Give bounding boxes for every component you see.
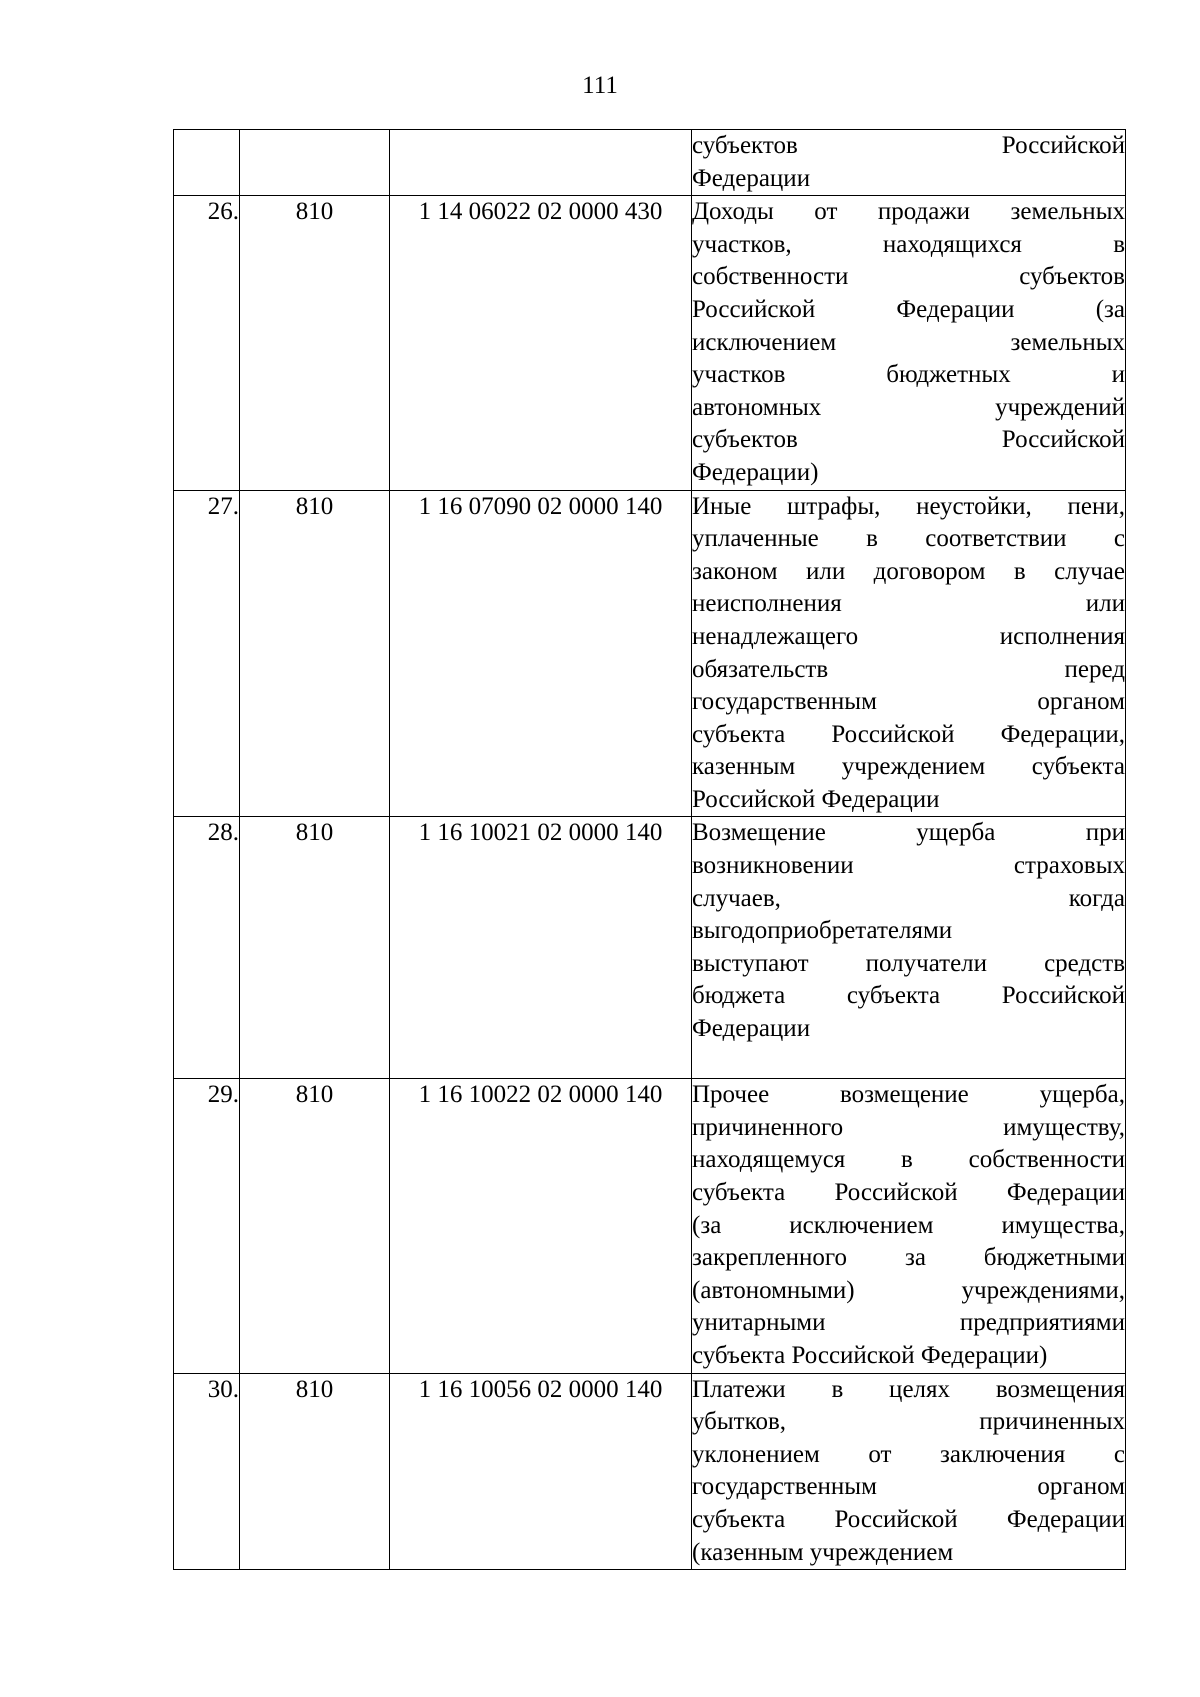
description-line: Платежи в целях возмещения <box>692 1375 1125 1403</box>
description-line: возникновении страховых <box>692 852 1125 880</box>
description-line: находящемуся в собственности <box>692 1146 1125 1174</box>
description-line: Доходы от продажи земельных <box>692 198 1125 226</box>
description-line: субъекта Российской Федерации <box>692 1505 1125 1533</box>
table-row <box>174 817 1126 1079</box>
description-line: автономных учреждений <box>692 393 1125 421</box>
description-line: неисполнения или <box>692 590 1125 618</box>
description-line: выгодоприобретателями <box>692 917 953 945</box>
description-cell <box>692 817 1126 1079</box>
description-line: закрепленного за бюджетными <box>692 1244 1125 1272</box>
description-line: Иные штрафы, неустойки, пени, <box>692 492 1125 520</box>
description-line: унитарными предприятиями <box>692 1309 1125 1337</box>
table-row <box>174 196 1126 490</box>
table-row <box>174 1373 1126 1570</box>
blank-line <box>692 1046 1125 1079</box>
description-line: Возмещение ущерба при <box>692 819 1125 847</box>
description-line: Федерации <box>692 1015 811 1043</box>
description-cell <box>692 130 1126 196</box>
description-line: Федерации) <box>692 458 819 486</box>
row-number-cell: 29. <box>174 1079 240 1373</box>
description-line: уплаченные в соответствии с <box>692 525 1125 553</box>
budget-code-cell: 1 16 10022 02 0000 140 <box>390 1079 692 1373</box>
description-line: субъектов Российской <box>692 132 1125 159</box>
description-line: ненадлежащего исполнения <box>692 622 1125 650</box>
admin-code-cell: 810 <box>240 817 390 1079</box>
description-line: обязательств перед <box>692 655 1125 683</box>
description-line: государственным органом <box>692 1473 1125 1501</box>
description-line: участков бюджетных и <box>692 361 1125 389</box>
description-line: Федерации <box>692 164 811 192</box>
description-line: (за исключением имущества, <box>692 1211 1125 1239</box>
description-line: участков, находящихся в <box>692 230 1125 258</box>
row-number-cell: 30. <box>174 1373 240 1570</box>
description-cell <box>692 490 1126 817</box>
row-number-cell: 27. <box>174 490 240 817</box>
description-line: субъекта Российской Федерации) <box>692 1341 1048 1369</box>
budget-code-cell: 1 16 10021 02 0000 140 <box>390 817 692 1079</box>
description-line: Российской Федерации <box>692 785 940 813</box>
description-line: Российской Федерации (за <box>692 295 1125 323</box>
revenue-table <box>173 129 1126 1570</box>
row-number-cell <box>174 130 240 196</box>
admin-code-cell <box>240 130 390 196</box>
description-cell <box>692 196 1126 490</box>
budget-code-cell <box>390 130 692 196</box>
table-body <box>174 130 1126 1570</box>
admin-code-cell: 810 <box>240 1373 390 1570</box>
budget-code-cell: 1 16 07090 02 0000 140 <box>390 490 692 817</box>
budget-code-cell: 1 14 06022 02 0000 430 <box>390 196 692 490</box>
description-line: (автономными) учреждениями, <box>692 1276 1125 1304</box>
description-line: убытков, причиненных <box>692 1408 1125 1436</box>
description-line: (казенным учреждением <box>692 1538 954 1566</box>
admin-code-cell: 810 <box>240 196 390 490</box>
table-row <box>174 130 1126 196</box>
description-line: Прочее возмещение ущерба, <box>692 1081 1125 1109</box>
description-line: случаев, когда <box>692 884 1125 912</box>
table-row <box>174 1079 1126 1373</box>
description-line: субъекта Российской Федерации, <box>692 720 1125 748</box>
admin-code-cell: 810 <box>240 1079 390 1373</box>
description-line: исключением земельных <box>692 328 1125 356</box>
description-cell <box>692 1079 1126 1373</box>
budget-code-cell: 1 16 10056 02 0000 140 <box>390 1373 692 1570</box>
description-line: субъекта Российской Федерации <box>692 1179 1125 1206</box>
admin-code-cell: 810 <box>240 490 390 817</box>
description-line: субъектов Российской <box>692 426 1125 454</box>
row-number-cell: 26. <box>174 196 240 490</box>
description-line: бюджета субъекта Российской <box>692 982 1125 1010</box>
description-line: причиненного имуществу, <box>692 1113 1125 1141</box>
description-line: казенным учреждением субъекта <box>692 753 1125 781</box>
description-line: выступают получатели средств <box>692 949 1125 977</box>
row-number-cell: 28. <box>174 817 240 1079</box>
table-row <box>174 490 1126 817</box>
description-line: государственным органом <box>692 688 1125 716</box>
description-line: собственности субъектов <box>692 263 1125 291</box>
description-cell <box>692 1373 1126 1570</box>
description-line: уклонением от заключения с <box>692 1440 1125 1468</box>
description-line: законом или договором в случае <box>692 557 1125 585</box>
page-number: 111 <box>582 72 618 99</box>
